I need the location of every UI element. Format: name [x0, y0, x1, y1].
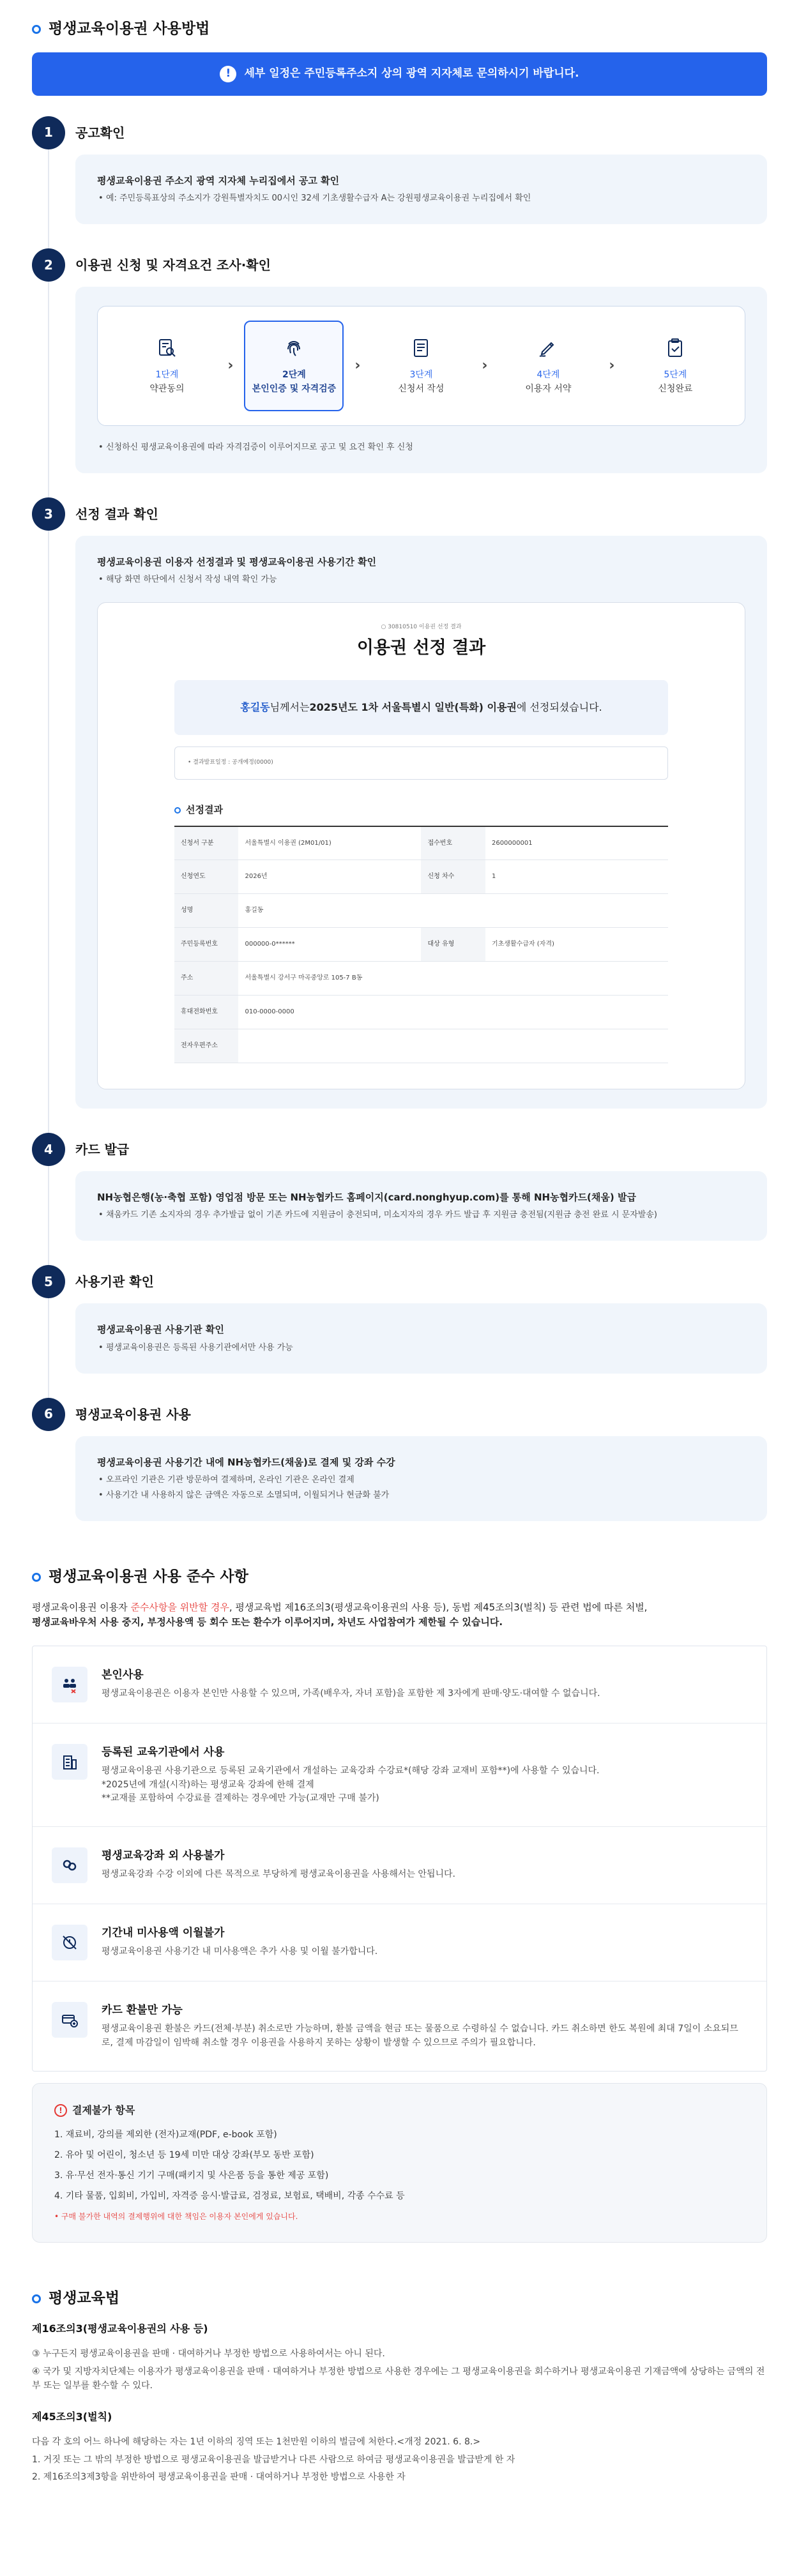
- table-row: 신청연도 2026년 신청 차수 1: [174, 860, 668, 894]
- step-title: 공고확인: [75, 125, 125, 140]
- form-icon: [408, 335, 434, 361]
- list-item: 2. 유아 및 어린이, 청소년 등 19세 미만 대상 강좌(부모 동반 포함): [54, 2150, 314, 2161]
- users-icon: [52, 1667, 88, 1702]
- result-breadcrumb: ○ 30810510 이용권 선정 결과: [381, 623, 462, 630]
- step-box: [75, 1303, 767, 1373]
- result-table: [174, 826, 668, 1064]
- link-icon: [52, 1847, 88, 1883]
- step-number: 5: [32, 1265, 65, 1298]
- compliance-intro: 평생교육이용권 이용자 준수사항을 위반할 경우, 평생교육법 제16조의3(평생교육이용권의 사용 등), 동법 제45조의3(벌칙) 등 관련 법에 따른 처벌, 평생교육바우처 사용 중지, 부정사용액 등 회수 또는 환수가 이루어지며, 차년도 사업참여가 제한될 수 있습니다.: [32, 1602, 648, 1628]
- table-row: 신청서 구분 서울특별시 이용권 (2M01/01) 접수번호 2600000001: [174, 826, 668, 860]
- step-bullet: • 해당 화면 하단에서 신청서 작성 내역 확인 가능: [97, 573, 745, 586]
- step-2: [32, 248, 767, 473]
- step-title: 사용기관 확인: [75, 1274, 154, 1290]
- flow-step-2[interactable]: 2단계 본인인증 및 자격검증: [244, 321, 344, 411]
- step-lead: 평생교육이용권 주소지 광역 지자체 누리집에서 공고 확인: [97, 174, 340, 186]
- chevron-right-icon: ›: [609, 357, 615, 374]
- list-item: 3. 유·무선 전자·통신 기기 구매(패키지 및 사은품 등을 통한 제공 포함): [54, 2170, 329, 2181]
- ring-icon: [174, 807, 181, 814]
- step-box: [75, 287, 767, 473]
- step-title: 평생교육이용권 사용: [75, 1406, 191, 1422]
- step-bullet: • 사용기간 내 사용하지 않은 금액은 자동으로 소멸되며, 이월되거나 현금화 불가: [97, 1489, 745, 1502]
- law-text: 제16조의3(평생교육이용권의 사용 등) ③ 누구든지 평생교육이용권을 판매 · 대여하거나 부정한 방법으로 사용하여서는 아니 된다. ④ 국가 및 지방자치단체는 이용자가 평생교육이용권을 판매 · 대여하거나 부정한 방법으로 사용한 경우에는 그 평생교육이용권을 회수하거나 평생교육이용권 기재금액에 상당하는 금액의 전부 또는 일부를 환수할 수 있다. 제45조의3(벌칙) 다음 각 호의 어느 하나에 해당하는 자는 1년 이하의 징역 또는 1천만원 이하의 벌금에 처한다.<개정 2021. 6. 8.> 1. 거짓 또는 그 밖의 부정한 방법으로 평생교육이용권을 발급받거나 다른 사람으로 하여금 평생교육이용권을 발급받게 한 자 2. 제16조의3제3항을 위반하여 평생교육이용권을 판매 · 대여하거나 부정한 방법으로 사용한 자: [32, 2321, 767, 2485]
- article-title: 제45조의3(벌칙): [32, 2411, 112, 2423]
- step-bullet: • 오프라인 기관은 기관 방문하여 결제하며, 온라인 기관은 온라인 결제: [97, 1474, 745, 1487]
- step-number: 2: [32, 248, 65, 282]
- step-title: 선정 결과 확인: [75, 506, 158, 522]
- notice-banner: ! 세부 일정은 주민등록주소지 상의 광역 지자체로 문의하시기 바랍니다.: [32, 52, 767, 96]
- step-box: [75, 536, 767, 1109]
- compliance-section-title: 평생교육이용권 사용 준수 사항: [32, 1566, 767, 1589]
- flow-step-1[interactable]: 1단계 약관동의: [117, 321, 217, 411]
- result-table-title: 선정결과: [174, 803, 668, 817]
- step-lead: 평생교육이용권 사용기간 내에 NH농협카드(채움)로 결제 및 강좌 수강: [97, 1456, 395, 1468]
- rule-item: 카드 환불만 가능 평생교육이용권 환불은 카드(전체·부분) 취소로만 가능하며, 환불 금액을 현금 또는 물품으로 수령하실 수 없습니다. 카드 취소하면 한도 복원에 최대 7일이 소요되므로, 결제 마감일이 임박해 취소할 경우 이용권을 사용하지 못하는 상황이 발생할 수 있으므로 주의가 필요합니다.: [33, 1981, 766, 2071]
- step-connector: [48, 1298, 49, 1397]
- list-item: 4. 기타 물품, 입회비, 가입비, 자격증 응시·발급료, 검정료, 보험료, 택배비, 각종 수수료 등: [54, 2190, 405, 2201]
- compliance-rules: [32, 1646, 767, 2072]
- table-row: 주소 서울특별시 강서구 마곡중앙로 105-7 B동: [174, 962, 668, 996]
- law-section-title: 평생교육법: [32, 2287, 767, 2310]
- rule-item: 기간내 미사용액 이월불가 평생교육이용권 사용기간 내 미사용액은 추가 사용 및 이월 불가합니다.: [33, 1904, 766, 1981]
- list-item: 1. 재료비, 강의를 제외한 (전자)교재(PDF, e-book 포함): [54, 2130, 277, 2140]
- step-5: [32, 1265, 767, 1373]
- rule-item: 등록된 교육기관에서 사용 평생교육이용권 사용기관으로 등록된 교육기관에서 개설하는 교육강좌 수강료*(해당 강좌 교재비 포함**)에 사용할 수 있습니다. *2025년에 개설(시작)하는 평생교육 강좌에 한해 결제 **교재를 포함하여 수강료를 결제하는 경우에만 가능(교재만 구매 불가): [33, 1724, 766, 1827]
- step-connector: [48, 1166, 49, 1265]
- step-1: [32, 116, 767, 224]
- step-number: 4: [32, 1133, 65, 1166]
- step-connector: [48, 282, 49, 497]
- ring-icon: [32, 2294, 41, 2303]
- step-lead: 평생교육이용권 이용자 선정결과 및 평생교육이용권 사용기간 확인: [97, 556, 377, 568]
- application-flow: [97, 306, 745, 426]
- step-bullet: • 신청하신 평생교육이용권에 따라 자격검증이 이루어지므로 공고 및 요건 확인 후 신청: [97, 441, 745, 454]
- ring-icon: [32, 25, 41, 34]
- step-number: 6: [32, 1398, 65, 1431]
- chevron-right-icon: ›: [482, 357, 488, 374]
- result-title: 이용권 선정 결과: [356, 637, 486, 658]
- step-number: 1: [32, 116, 65, 149]
- chevron-right-icon: ›: [354, 357, 361, 374]
- step-title: 카드 발급: [75, 1142, 130, 1158]
- chevron-right-icon: ›: [227, 357, 234, 374]
- table-row: 주민등록번호 000000-0****** 대상 유형 기초생활수급자 (자격): [174, 928, 668, 962]
- rule-item: 본인사용 평생교육이용권은 이용자 본인만 사용할 수 있으며, 가족(배우자, 자녀 포함)을 포함한 제 3자에게 판매·양도·대여할 수 없습니다.: [33, 1646, 766, 1724]
- step-bullet: • 예: 주민등록표상의 주소지가 강원특별자치도 00시인 32세 기초생활수급자 A는 강원평생교육이용권 누리집에서 확인: [97, 192, 745, 205]
- payment-restriction-box: ! 결제불가 항목 1. 재료비, 강의를 제외한 (전자)교재(PDF, e-book 포함) 2. 유아 및 어린이, 청소년 등 19세 미만 대상 강좌(부모 동반 포함) 3. 유·무선 전자·통신 기기 구매(패키지 및 사은품 등을 통한 제공 포함) 4. 기타 물품, 입회비, 가입비, 자격증 응시·발급료, 검정료, 보험료, 택배비, 각종 수수료 등 • 구매 불가한 내역의 결제행위에 대한 책임은 이용자 본인에게 있습니다.: [32, 2083, 767, 2243]
- result-banner: 홍길동 님께서는 2025년도 1차 서울특별시 일반(특화) 이용권 에 선정되셨습니다.: [174, 680, 668, 735]
- table-row: 전자우편주소: [174, 1029, 668, 1063]
- flow-step-4[interactable]: 4단계 이용자 서약: [498, 321, 598, 411]
- step-title: 이용권 신청 및 자격요건 조사·확인: [75, 257, 271, 273]
- alert-icon: !: [220, 66, 236, 82]
- step-number: 3: [32, 497, 65, 531]
- article-title: 제16조의3(평생교육이용권의 사용 등): [32, 2322, 208, 2335]
- card-refund-icon: [52, 2002, 88, 2038]
- fingerprint-icon: [281, 335, 307, 361]
- table-row: 성명 홍길동: [174, 894, 668, 928]
- flow-step-5[interactable]: 5단계 신청완료: [625, 321, 725, 411]
- step-6: [32, 1398, 767, 1522]
- usage-section-title: 평생교육이용권 사용방법: [32, 18, 767, 41]
- step-lead: 평생교육이용권 사용기관 확인: [97, 1324, 224, 1336]
- warning-icon: !: [54, 2104, 67, 2117]
- step-connector: [48, 149, 49, 248]
- result-preview-card: [97, 602, 745, 1090]
- step-bullet: • 평생교육이용권은 등록된 사용기관에서만 사용 가능: [97, 1342, 745, 1354]
- step-connector: [48, 531, 49, 1133]
- step-lead: NH농협은행(농·축협 포함) 영업점 방문 또는 NH농협카드 홈페이지(card.nonghyup.com)를 통해 NH농협카드(채움) 발급: [97, 1192, 636, 1204]
- step-box: [75, 1171, 767, 1241]
- clipboard-check-icon: [662, 335, 688, 361]
- building-icon: [52, 1744, 88, 1780]
- ring-icon: [32, 1573, 41, 1582]
- search-document-icon: [154, 335, 179, 361]
- step-box: [75, 155, 767, 224]
- step-4: [32, 1133, 767, 1241]
- flow-step-3[interactable]: 3단계 신청서 작성: [371, 321, 471, 411]
- pen-icon: [535, 335, 561, 361]
- step-box: [75, 1436, 767, 1522]
- clock-off-icon: [52, 1925, 88, 1960]
- rule-item: 평생교육강좌 외 사용불가 평생교육강좌 수강 이외에 다른 목적으로 부당하게 평생교육이용권을 사용해서는 안됩니다.: [33, 1827, 766, 1904]
- warn-note: • 구매 불가한 내역의 결제행위에 대한 책임은 이용자 본인에게 있습니다.: [54, 2212, 298, 2222]
- result-note: • 결과발표일정 : 공개예정(0000): [174, 746, 668, 780]
- table-row: 휴대전화번호 010-0000-0000: [174, 996, 668, 1029]
- step-3: [32, 497, 767, 1109]
- step-bullet: • 채움카드 기존 소지자의 경우 추가발급 없이 기존 카드에 지원금이 충전되며, 미소지자의 경우 카드 발급 후 지원금 충전됨(지원금 충전 완료 시 문자발송): [97, 1209, 745, 1222]
